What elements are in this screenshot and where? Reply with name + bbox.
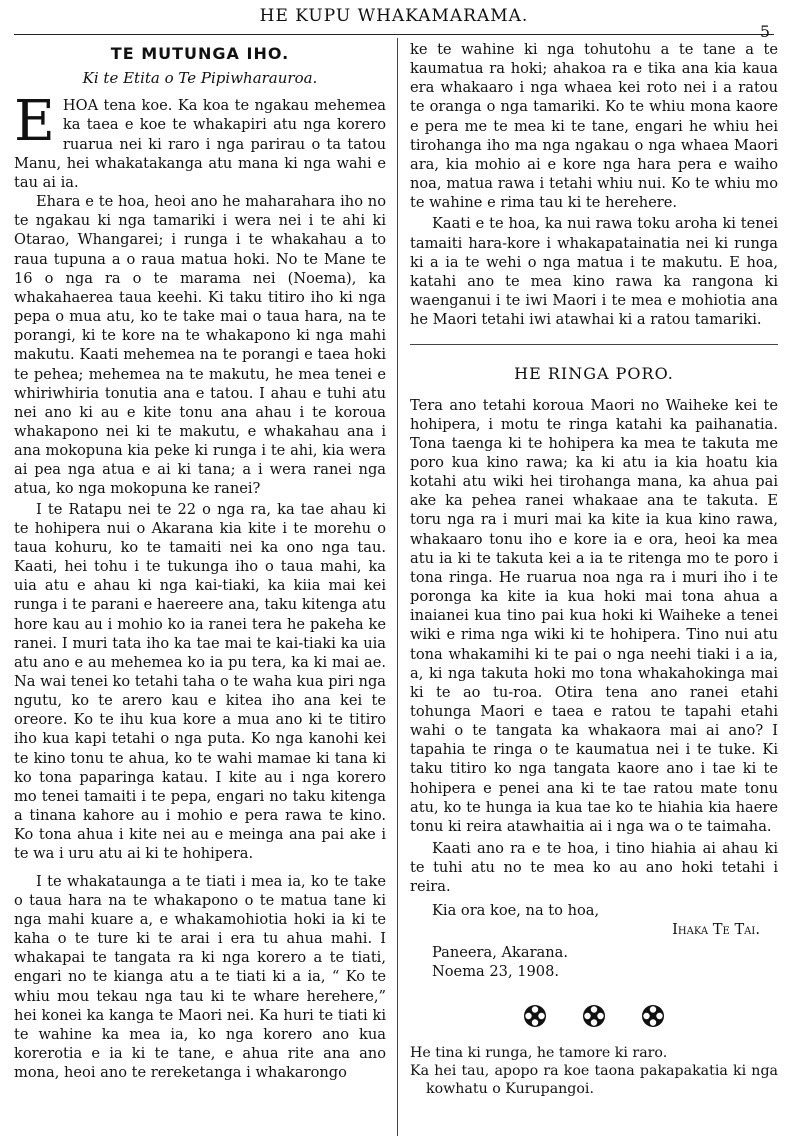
flower-ornament-icon — [522, 1003, 548, 1029]
article-paragraph: Tera ano tetahi koroua Maori no Waiheke kei te hohipera, i motu te ringa katahi ka paihanatia. Tona taenga ki te hohipera ka mea te takuta me poro kua kino rawa; ka ki atu ia kia hoatu kia kotahi atu wiki hei tirohanga mana, ka ahua pai ake ka pehea ranei whakaae ana te takuta. E toru nga ra i muri mai ka kite ia kua kino rawa, whakaaro tonu iho e kore ia e ora, heoi ka mea atu ia ki te takuta kei a ia te ritenga mo te poro i tona ringa. He ruarua noa nga ra i muri iho i te poronga ka kite ia kua hoki mai tona ahua a inaianei kua tino pai kua hoki ki Waiheke a tenei wiki e rima nga wiki ki te hohipera. Tino nui atu tona whakamihi ki te pai o nga neehi tiaki i a ia, a, ki nga takuta hoki mo tona whakahokinga mai ki te ao tu-roa. Otira tena ano ranei etahi tohunga Maori e taea e ratou te tapahi etahi wahi o te tangata ka whakaora mai ai ano? I tapahia te ringa o te kaumatua nei i te tuke. Ki taku titiro ko nga tangata kaore ano i tae ki te hohipera e penei ana ki te tae ratou mate tonu atu, ko te hunga ia kua tae ko te hiahia kia haere tonu ki reira atawhaitia ai i nga wa o te taimaha. — [410, 396, 778, 835]
article-title-ringa-poro: HE RINGA PORO. — [514, 364, 674, 384]
running-title: HE KUPU WHAKAMARAMA. — [259, 6, 529, 26]
article-paragraph: Ehara e te hoa, heoi ano he maharahara iho no te ngakau ki nga tamariki i wera nei i te ahi ki Otarao, Whangarei; i runga i te whakahau a to raua tupuna a o raua matua hoki. No te Mane te 16 o nga ra o te marama nei (Noema), ka whakahaerea taua keehi. Ki taku titiro iho ki nga pepa o mua atu, ko te take mai o taua hara, na te porangi, ki te kore na te whakapono ki nga mahi makutu. Kaati mehemea na te porangi e taea hoki te pehea; mehemea na te makutu, he mea tenei e whiriwhiria tonutia ana e tatou. I ahau e tuhi atu nei ano ki au e kite tonu ana ahau i te koroua whakapono nei ki te makutu, e whakahau ana i ana mokopuna kia peke ki runga i te ahi, kia wera ai pea nga atua e ai ki tana; a i wera ranei nga atua, ko nga mokopuna ke ranei? — [14, 193, 386, 498]
article-paragraph-continued: ke te wahine ki nga tohutohu a te tane a te kaumatua ra hoki; ahakoa ra e tika ana kia kaua era whakaaro i nga whaea kei roto nei i a ratou te oranga o nga tamariki. Ko te whiu mona kaore e pera me te mea ki te tane, engari he whiu hei tirohanga iho ma nga ngakau o nga whaea Maori ara, kia mohio ai e kore nga hara pera e waiho noa, matua rawa i tetahi whiu nui. Ko te whiu mo te wahine e rima tau ki te herehere. — [410, 41, 778, 212]
header-rule — [14, 34, 774, 35]
proverb-footer — [410, 1044, 778, 1098]
left-column — [14, 44, 386, 1082]
column-divider — [397, 38, 398, 1136]
article-byline: Ki te Etita o Te Pipiwharauroa. — [82, 69, 318, 88]
proverb-line: He tina ki runga, he tamore ki raro. — [410, 1045, 668, 1062]
proverb-line: Ka hei tau, apopo ra koe taona pakapakatia ki nga kowhatu o Kurupangoi. — [410, 1063, 778, 1098]
date-line: Noema 23, 1908. — [432, 963, 559, 981]
page-number: 5 — [759, 22, 770, 41]
article-title-mutunga-iho: TE MUTUNGA IHO. — [110, 44, 290, 63]
closing-salutation: Kia ora koe, na to hoa, — [432, 901, 600, 919]
flower-ornament-icon — [640, 1003, 666, 1029]
article-paragraph: I te whakataunga a te tiati i mea ia, ko te take o taua hara na te whakapono o te matua tane ki nga mahi kuare a, e whakamohiotia hoki ia ki te kaha o te ture ki te arai i era tu ahua mahi. I whakapai te tangata ra ki nga korero a te tiati, engari no te kianga atu a te tiati ki a ia, “ Ko te whiu mou tekau nga tau ki te whare herehere,” hei konei ka kanga te Maori nei. Ka huri te tiati ki te wahine ka mea ia, ko nga korero ano kua korerotia e ia ki te tane, e ahua rite ana ano mona, heoi ano te rereketanga i whakarongo — [14, 872, 386, 1082]
section-rule — [410, 344, 778, 345]
article-paragraph — [14, 89, 386, 192]
ornament-row — [410, 1003, 778, 1034]
paragraph-text: HOA tena koe. Ka koa te ngakau mehemea ka taea e koe te whakapiri atu nga korero ruarua nei ki raro i nga parirau o ta tatou Manu, hei whakatakanga atu mana ki nga wahi e tau ai ia. — [14, 97, 386, 191]
article-paragraph: I te Ratapu nei te 22 o nga ra, ka tae ahau ki te hohipera nui o Akarana kia kite i te morehu o taua kohuru, ko te tamaiti nei ka ono nga tau. Kaati, hei tohu i te tukunga iho o taua mahi, ka uia atu e ahau ki nga kai-tiaki, ka kiia mai kei runga i te parani e haereere ana, taku kitenga atu hore kau au i mohio ko ia ranei tera he pakeha ke ranei. I muri tata iho ka tae mai te kai-tiaki ka uia atu ano e au mehemea ko ia pu tera, ka ki mai ae. Na wai tenei ko tetahi taha o te waha kua piri nga ngutu, ko te arero kau e kitea iho ana kei te oreore. Ko te ihu kua kore a mua ano ki te titiro iho kua kapi tetahi o nga puta. Ko nga kanohi kei te kino tonu te ahua, ko te wahi mamae ki tana ki ko tona paparinga katau. I kite au i nga korero mo tenei tamaiti i te pepa, engari no taku kitenga a tinana kahore au i mohio e pera rawa te kino. Ko tona ahua i kite nei au e meinga ana pai ake i te wa i uru atu ai ki te hohipera. — [14, 500, 386, 863]
page-header — [0, 0, 788, 41]
article-paragraph: Kaati ano ra e te hoa, i tino hiahia ai ahau ki te tuhi atu no te mea ko au ano hoki tetahi i reira. — [410, 840, 778, 896]
article-paragraph: Kaati e te hoa, ka nui rawa toku aroha ki tenei tamaiti hara-kore i whakapatainatia nei ki runga ki a ia te wehi o nga matua i te makutu. E hoa, katahi ano te mea kino rawa ka rangona ki waenganui i te iwi Maori i te mea e mohiotia ana he Maori tetahi iwi atawhai ki a ratou tamariki. — [410, 215, 778, 329]
drop-cap: E — [14, 89, 55, 155]
right-column — [410, 40, 778, 1098]
place-line: Paneera, Akarana. — [432, 943, 568, 961]
signature: Ihaka Te Tai. — [672, 920, 760, 938]
flower-ornament-icon — [581, 1003, 607, 1029]
